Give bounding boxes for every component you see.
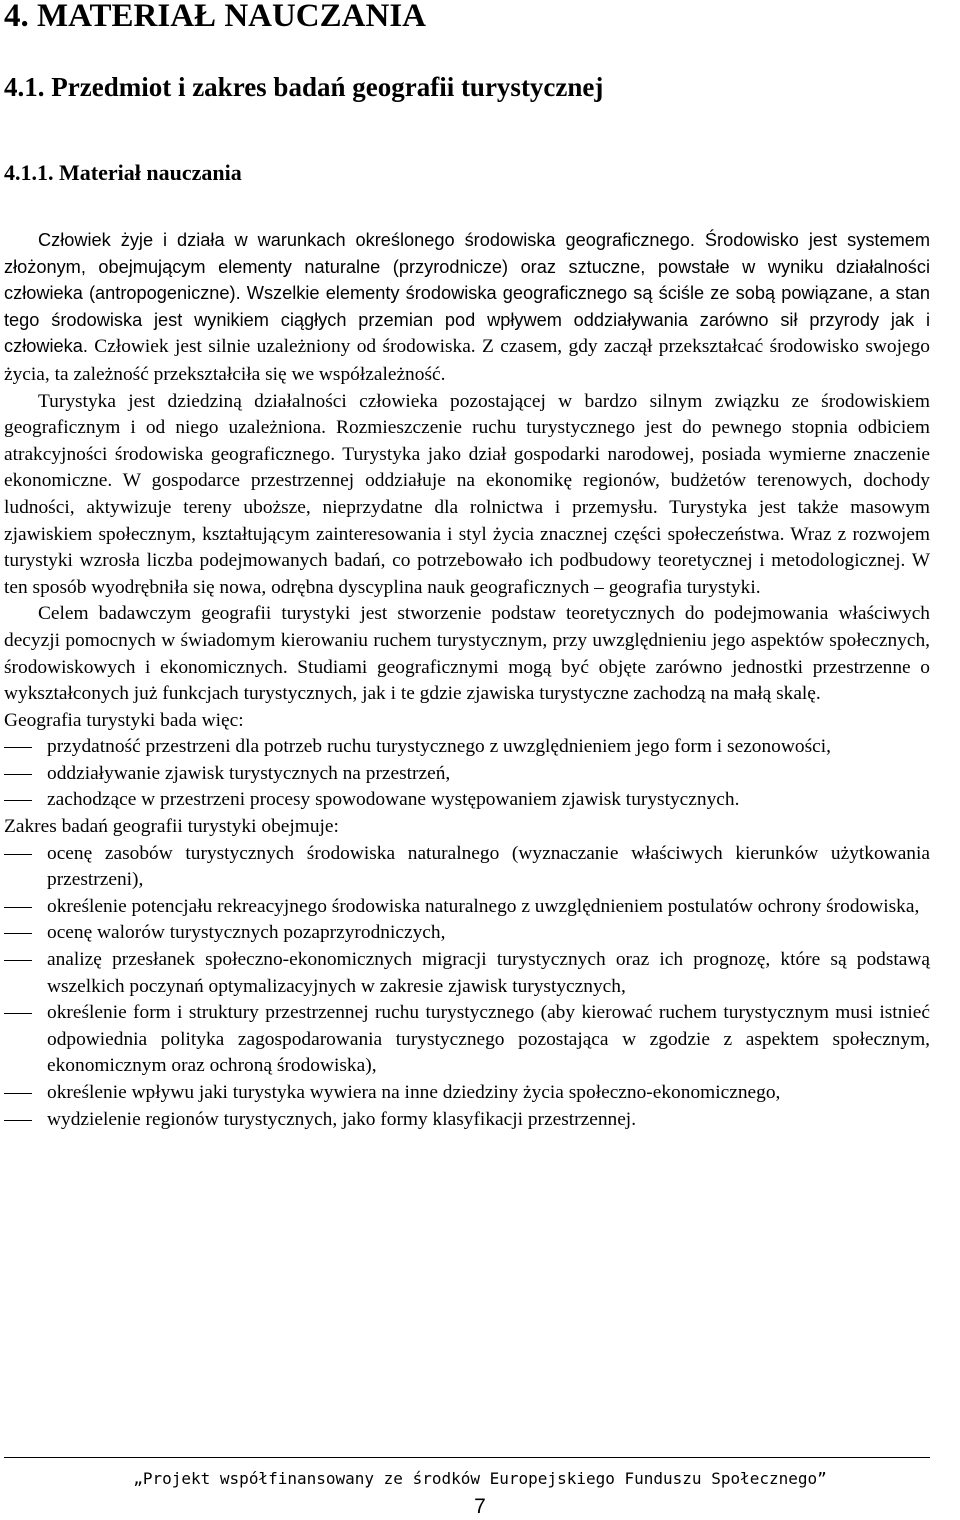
dash-bullet-icon [4, 747, 32, 748]
list-item-text: zachodzące w przestrzeni procesy spowodowane występowaniem zjawisk turystycznych. [47, 789, 740, 811]
list-studies [4, 734, 930, 814]
list-item [4, 1080, 930, 1107]
footer-divider [4, 1457, 930, 1458]
paragraph-tourism: Turystyka jest dziedziną działalności człowieka pozostającej w bardzo silnym związku ze środowiskiem geograficznym i od niego uzależniona. Rozmieszczenie ruchu turystycznego jest do pewnego stopnia odbiciem atrakcyjności środowiska geograficznego. Turystyka jako dział gospodarki narodowej, posiada wymierne znaczenie ekonomiczne. W gospodarce przestrzennej oddziałuje na ekonomikę regionów, budżetów terenowych, dochody ludności, aktywizuje tereny uboższe, nieprzydatne dla rolnictwa i przemysłu. Turystyka jest także masowym zjawiskiem społecznym, kształtującym zainteresowania i styl życia znacznej części społeczeństwa. Wraz z rozwojem turystyki wzrosła liczba podejmowanych badań, co potrzebowało ich podbudowy teoretycznej i metodologicznej. W ten sposób wyodrębniła się nowa, odrębna dyscyplina nauk geograficznych – geografia turystyki. [4, 390, 930, 598]
list-item [4, 787, 930, 814]
subsection-heading: 4.1.1. Materiał nauczania [4, 160, 242, 185]
page-number: 7 [474, 1495, 486, 1518]
list-item [4, 841, 930, 894]
list-item-text: analizę przesłanek społeczno-ekonomicznych migracji turystycznych oraz ich prognozę, które są podstawą wszelkich poczynań optymalizacyjnych w zakresie zjawisk turystycznych, [47, 949, 930, 997]
list-item-text: ocenę walorów turystycznych pozaprzyrodniczych, [47, 922, 446, 944]
list-item [4, 894, 930, 921]
list-scope [4, 841, 930, 1134]
list-item-text: oddziaływanie zjawisk turystycznych na przestrzeń, [47, 762, 451, 784]
list-item [4, 734, 930, 761]
list-intro-studies: Geografia turystyki bada więc: [4, 709, 244, 731]
dash-bullet-icon [4, 1013, 32, 1014]
list-item-text: wydzielenie regionów turystycznych, jako formy klasyfikacji przestrzennej. [47, 1108, 637, 1130]
dash-bullet-icon [4, 774, 32, 775]
paragraph-environment-part1: Człowiek żyje i działa w warunkach określonego środowiska geograficznego. Środowisko jest systemem złożonym, obejmującym elementy naturalne (przyrodnicze) oraz sztuczne, powstałe w wyniku działalności człowieka (antropogeniczne). Wszelkie elementy środowiska geograficznego są ściśle ze sobą powiązane, a stan tego środowiska jest wynikiem ciągłych przemian pod wpływem oddziaływania zarówno sił przyrody jak i człowieka. [4, 230, 930, 357]
list-item [4, 761, 930, 788]
document-body [4, 227, 930, 1133]
paragraph-research-goal: Celem badawczym geografii turystyki jest stworzenie podstaw teoretycznych do podejmowania właściwych decyzji pomocnych w świadomym kierowaniu ruchem turystycznym, przy uwzględnieniu jego aspektów społecznych, środowiskowych i ekonomicznych. Studiami geograficznymi mogą być objęte zarówno jednostki przestrzenne o wykształconych już funkcjach turystycznych, jak i te gdzie zjawiska turystyczne zachodzą na małą skalę. [4, 603, 930, 705]
section-heading: 4.1. Przedmiot i zakres badań geografii turystycznej [4, 72, 604, 102]
paragraph-environment-part2: Człowiek jest silnie uzależniony od środowiska. Z czasem, gdy zaczął przekształcać środowisko swojego życia, ta zależność przekształciła się we współzależność. [4, 336, 930, 385]
list-item [4, 1107, 930, 1134]
dash-bullet-icon [4, 1120, 32, 1121]
chapter-heading: 4. MATERIAŁ NAUCZANIA [4, 0, 426, 34]
dash-bullet-icon [4, 800, 32, 801]
dash-bullet-icon [4, 1093, 32, 1094]
dash-bullet-icon [4, 854, 32, 855]
list-item-text: określenie wpływu jaki turystyka wywiera na inne dziedziny życia społeczno-ekonomicznego, [47, 1082, 781, 1103]
list-item-text: przydatność przestrzeni dla potrzeb ruchu turystycznego z uwzględnieniem jego form i sezonowości, [47, 736, 831, 758]
dash-bullet-icon [4, 960, 32, 961]
dash-bullet-icon [4, 933, 32, 934]
list-item-text: określenie form i struktury przestrzennej ruchu turystycznego (aby kierować ruchem turystycznym musi istnieć odpowiednia polityka zagospodarowania turystycznego pozostająca w zgodzie z aspektem społecznym, ekonomicznym oraz ochroną środowiska), [47, 1002, 930, 1077]
list-item [4, 920, 930, 947]
dash-bullet-icon [4, 907, 32, 908]
list-item-text: ocenę zasobów turystycznych środowiska naturalnego (wyznaczanie właściwych kierunków użytkowania przestrzeni), [47, 842, 930, 891]
list-intro-scope: Zakres badań geografii turystyki obejmuje: [4, 816, 339, 838]
list-item [4, 1000, 930, 1080]
paragraph-environment [4, 227, 930, 389]
footer-project-note: „Projekt współfinansowany ze środków Europejskiego Funduszu Społecznego” [133, 1469, 827, 1488]
list-item-text: określenie potencjału rekreacyjnego środowiska naturalnego z uwzględnieniem postulatów ochrony środowiska, [47, 895, 920, 917]
list-item [4, 947, 930, 1000]
